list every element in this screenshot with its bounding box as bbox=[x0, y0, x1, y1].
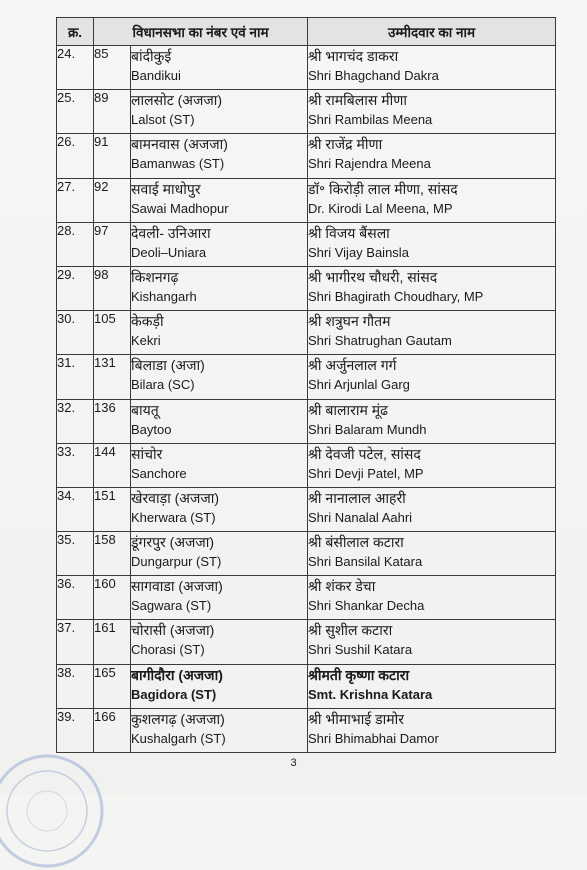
candidate-name-english: Shri Rambilas Meena bbox=[308, 112, 433, 128]
party-seal-stamp bbox=[0, 752, 106, 870]
candidate-table bbox=[56, 17, 556, 753]
candidate-name-english: Shri Bhagirath Choudhary, MP bbox=[308, 288, 484, 304]
serial-cell: 38. bbox=[57, 664, 94, 708]
serial-cell: 30. bbox=[57, 311, 94, 355]
constituency-number-cell: 165 bbox=[94, 664, 131, 708]
constituency-number-cell: 89 bbox=[94, 90, 131, 134]
constituency-name-hindi: लालसोट (अजजा) bbox=[131, 92, 223, 109]
constituency-name-english: Bagidora (ST) bbox=[131, 686, 217, 702]
constituency-name-english: Kushalgarh (ST) bbox=[131, 730, 226, 746]
page-number: 3 bbox=[290, 757, 297, 769]
constituency-name-english: Sagwara (ST) bbox=[131, 598, 212, 614]
candidate-name-hindi: श्री बालाराम मूंढ bbox=[308, 401, 389, 418]
candidate-name-english: Shri Sushil Katara bbox=[308, 642, 413, 658]
table-row bbox=[57, 46, 556, 90]
constituency-name-english: Chorasi (ST) bbox=[131, 642, 205, 658]
constituency-number-cell: 161 bbox=[94, 620, 131, 664]
constituency-name-hindi: बागीदौरा (अजजा) bbox=[131, 666, 223, 683]
candidate-name-hindi: श्री नानालाल आहरी bbox=[308, 489, 406, 506]
constituency-name-english: Lalsot (ST) bbox=[131, 112, 195, 128]
constituency-number-cell: 98 bbox=[94, 266, 131, 310]
serial-cell: 31. bbox=[57, 355, 94, 399]
constituency-name-english: Sawai Madhopur bbox=[131, 200, 229, 216]
candidate-cell bbox=[308, 355, 556, 399]
constituency-name-english: Kishangarh bbox=[131, 288, 197, 304]
constituency-name-hindi: देवली- उनिआरा bbox=[131, 224, 211, 241]
candidate-name-hindi: श्री बंसीलाल कटारा bbox=[308, 534, 404, 551]
constituency-name-english: Deoli–Uniara bbox=[131, 244, 207, 260]
candidate-name-english: Shri Shankar Decha bbox=[308, 598, 425, 614]
constituency-number-cell: 151 bbox=[94, 487, 131, 531]
constituency-name-hindi: सवाई माधोपुर bbox=[131, 180, 201, 197]
candidate-name-english: Shri Vijay Bainsla bbox=[308, 244, 409, 260]
constituency-name-hindi: सागवाडा (अजजा) bbox=[131, 578, 223, 595]
table-row bbox=[57, 222, 556, 266]
serial-cell: 28. bbox=[57, 222, 94, 266]
candidate-cell bbox=[308, 487, 556, 531]
constituency-name-cell bbox=[131, 576, 308, 620]
constituency-number-cell: 131 bbox=[94, 355, 131, 399]
constituency-name-hindi: बांदीकुई bbox=[131, 48, 172, 64]
constituency-name-hindi: किशनगढ़ bbox=[131, 268, 179, 285]
constituency-name-cell bbox=[131, 46, 308, 90]
serial-cell: 26. bbox=[57, 134, 94, 178]
constituency-name-hindi: डूंगरपुर (अजजा) bbox=[131, 534, 215, 551]
candidate-name-english: Shri Devji Patel, MP bbox=[308, 465, 424, 481]
candidate-cell bbox=[308, 399, 556, 443]
candidate-name-hindi: श्री भीमाभाई डामोर bbox=[308, 710, 404, 727]
candidate-cell bbox=[308, 576, 556, 620]
header-constituency: विधानसभा का नंबर एवं नाम bbox=[94, 18, 308, 46]
serial-cell: 24. bbox=[57, 46, 94, 90]
constituency-name-english: Baytoo bbox=[131, 421, 172, 437]
header-candidate: उम्मीदवार का नाम bbox=[308, 18, 556, 46]
candidate-name-hindi: श्री भागीरथ चौधरी, सांसद bbox=[308, 268, 438, 285]
candidate-cell bbox=[308, 532, 556, 576]
serial-cell: 33. bbox=[57, 443, 94, 487]
table-row bbox=[57, 266, 556, 310]
constituency-name-english: Kherwara (ST) bbox=[131, 509, 216, 525]
constituency-name-cell bbox=[131, 620, 308, 664]
constituency-name-english: Bilara (SC) bbox=[131, 377, 195, 393]
candidate-name-hindi: श्री राजेंद्र मीणा bbox=[308, 136, 383, 153]
constituency-name-cell bbox=[131, 708, 308, 752]
constituency-name-cell bbox=[131, 664, 308, 708]
candidate-cell bbox=[308, 443, 556, 487]
serial-cell: 27. bbox=[57, 178, 94, 222]
constituency-name-cell bbox=[131, 532, 308, 576]
constituency-name-hindi: बिलाडा (अजा) bbox=[131, 357, 205, 374]
candidate-name-hindi: श्रीमती कृष्णा कटारा bbox=[308, 666, 410, 683]
constituency-name-cell bbox=[131, 178, 308, 222]
constituency-name-cell bbox=[131, 90, 308, 134]
table-row bbox=[57, 134, 556, 178]
candidate-name-hindi: डॉ॰ किरोड़ी लाल मीणा, सांसद bbox=[308, 180, 458, 197]
serial-cell: 36. bbox=[57, 576, 94, 620]
table-row bbox=[57, 399, 556, 443]
table-row bbox=[57, 178, 556, 222]
constituency-number-cell: 158 bbox=[94, 532, 131, 576]
candidate-cell bbox=[308, 708, 556, 752]
constituency-name-hindi: चोरासी (अजजा) bbox=[131, 622, 215, 639]
candidate-cell bbox=[308, 311, 556, 355]
constituency-name-english: Bamanwas (ST) bbox=[131, 156, 225, 172]
table-row bbox=[57, 620, 556, 664]
constituency-name-hindi: केकड़ी bbox=[131, 313, 164, 330]
candidate-name-english: Shri Shatrughan Gautam bbox=[308, 333, 452, 349]
constituency-name-cell bbox=[131, 222, 308, 266]
constituency-name-hindi: सांचोर bbox=[131, 445, 163, 462]
candidate-name-english: Shri Arjunlal Garg bbox=[308, 377, 410, 393]
candidate-name-hindi: श्री देवजी पटेल, सांसद bbox=[308, 445, 421, 462]
constituency-name-hindi: कुशलगढ़ (अजजा) bbox=[131, 710, 225, 727]
constituency-number-cell: 97 bbox=[94, 222, 131, 266]
candidate-name-hindi: श्री विजय बैंसला bbox=[308, 224, 390, 241]
candidate-name-english: Shri Nanalal Aahri bbox=[308, 509, 413, 525]
constituency-name-english: Sanchore bbox=[131, 465, 187, 481]
constituency-name-cell bbox=[131, 266, 308, 310]
constituency-number-cell: 85 bbox=[94, 46, 131, 90]
candidate-name-hindi: श्री अर्जुनलाल गर्ग bbox=[308, 357, 397, 374]
serial-cell: 37. bbox=[57, 620, 94, 664]
table-row bbox=[57, 311, 556, 355]
table-row bbox=[57, 708, 556, 752]
constituency-name-hindi: बायतू bbox=[131, 401, 159, 418]
constituency-number-cell: 144 bbox=[94, 443, 131, 487]
constituency-number-cell: 166 bbox=[94, 708, 131, 752]
serial-cell: 29. bbox=[57, 266, 94, 310]
candidate-cell bbox=[308, 620, 556, 664]
constituency-name-cell bbox=[131, 311, 308, 355]
header-serial: क्र. bbox=[57, 18, 94, 46]
constituency-name-cell bbox=[131, 355, 308, 399]
table-row bbox=[57, 664, 556, 708]
serial-cell: 39. bbox=[57, 708, 94, 752]
table-row bbox=[57, 487, 556, 531]
candidate-name-hindi: श्री भागचंद डाकरा bbox=[308, 48, 399, 64]
table-row bbox=[57, 576, 556, 620]
constituency-name-english: Bandikui bbox=[131, 68, 181, 83]
candidate-name-english: Smt. Krishna Katara bbox=[308, 686, 433, 702]
candidate-cell bbox=[308, 46, 556, 90]
constituency-name-cell bbox=[131, 443, 308, 487]
candidate-name-english: Dr. Kirodi Lal Meena, MP bbox=[308, 200, 453, 216]
serial-cell: 35. bbox=[57, 532, 94, 576]
constituency-name-hindi: खेरवाड़ा (अजजा) bbox=[131, 489, 220, 506]
candidate-name-hindi: श्री सुशील कटारा bbox=[308, 622, 393, 639]
table-row bbox=[57, 532, 556, 576]
constituency-name-cell bbox=[131, 134, 308, 178]
table-row bbox=[57, 90, 556, 134]
candidate-cell bbox=[308, 134, 556, 178]
candidate-name-english: Shri Bhimabhai Damor bbox=[308, 730, 439, 746]
serial-cell: 32. bbox=[57, 399, 94, 443]
constituency-name-english: Kekri bbox=[131, 333, 161, 349]
candidate-cell bbox=[308, 664, 556, 708]
candidate-name-hindi: श्री शंकर डेचा bbox=[308, 578, 376, 595]
constituency-name-cell bbox=[131, 487, 308, 531]
candidate-name-english: Shri Bansilal Katara bbox=[308, 554, 423, 570]
table-header-row bbox=[57, 18, 556, 46]
constituency-name-english: Dungarpur (ST) bbox=[131, 554, 222, 570]
constituency-name-cell bbox=[131, 399, 308, 443]
candidate-cell bbox=[308, 266, 556, 310]
constituency-number-cell: 136 bbox=[94, 399, 131, 443]
candidate-name-hindi: श्री शत्रुघन गौतम bbox=[308, 313, 391, 330]
constituency-number-cell: 91 bbox=[94, 134, 131, 178]
candidate-cell bbox=[308, 178, 556, 222]
candidate-name-english: Shri Bhagchand Dakra bbox=[308, 68, 439, 83]
candidate-name-hindi: श्री रामबिलास मीणा bbox=[308, 92, 407, 109]
table-row bbox=[57, 443, 556, 487]
serial-cell: 34. bbox=[57, 487, 94, 531]
constituency-name-hindi: बामनवास (अजजा) bbox=[131, 136, 228, 153]
table-row bbox=[57, 355, 556, 399]
candidate-name-english: Shri Balaram Mundh bbox=[308, 421, 427, 437]
candidate-name-english: Shri Rajendra Meena bbox=[308, 156, 431, 172]
constituency-number-cell: 92 bbox=[94, 178, 131, 222]
serial-cell: 25. bbox=[57, 90, 94, 134]
candidate-cell bbox=[308, 222, 556, 266]
constituency-number-cell: 105 bbox=[94, 311, 131, 355]
candidate-cell bbox=[308, 90, 556, 134]
constituency-number-cell: 160 bbox=[94, 576, 131, 620]
